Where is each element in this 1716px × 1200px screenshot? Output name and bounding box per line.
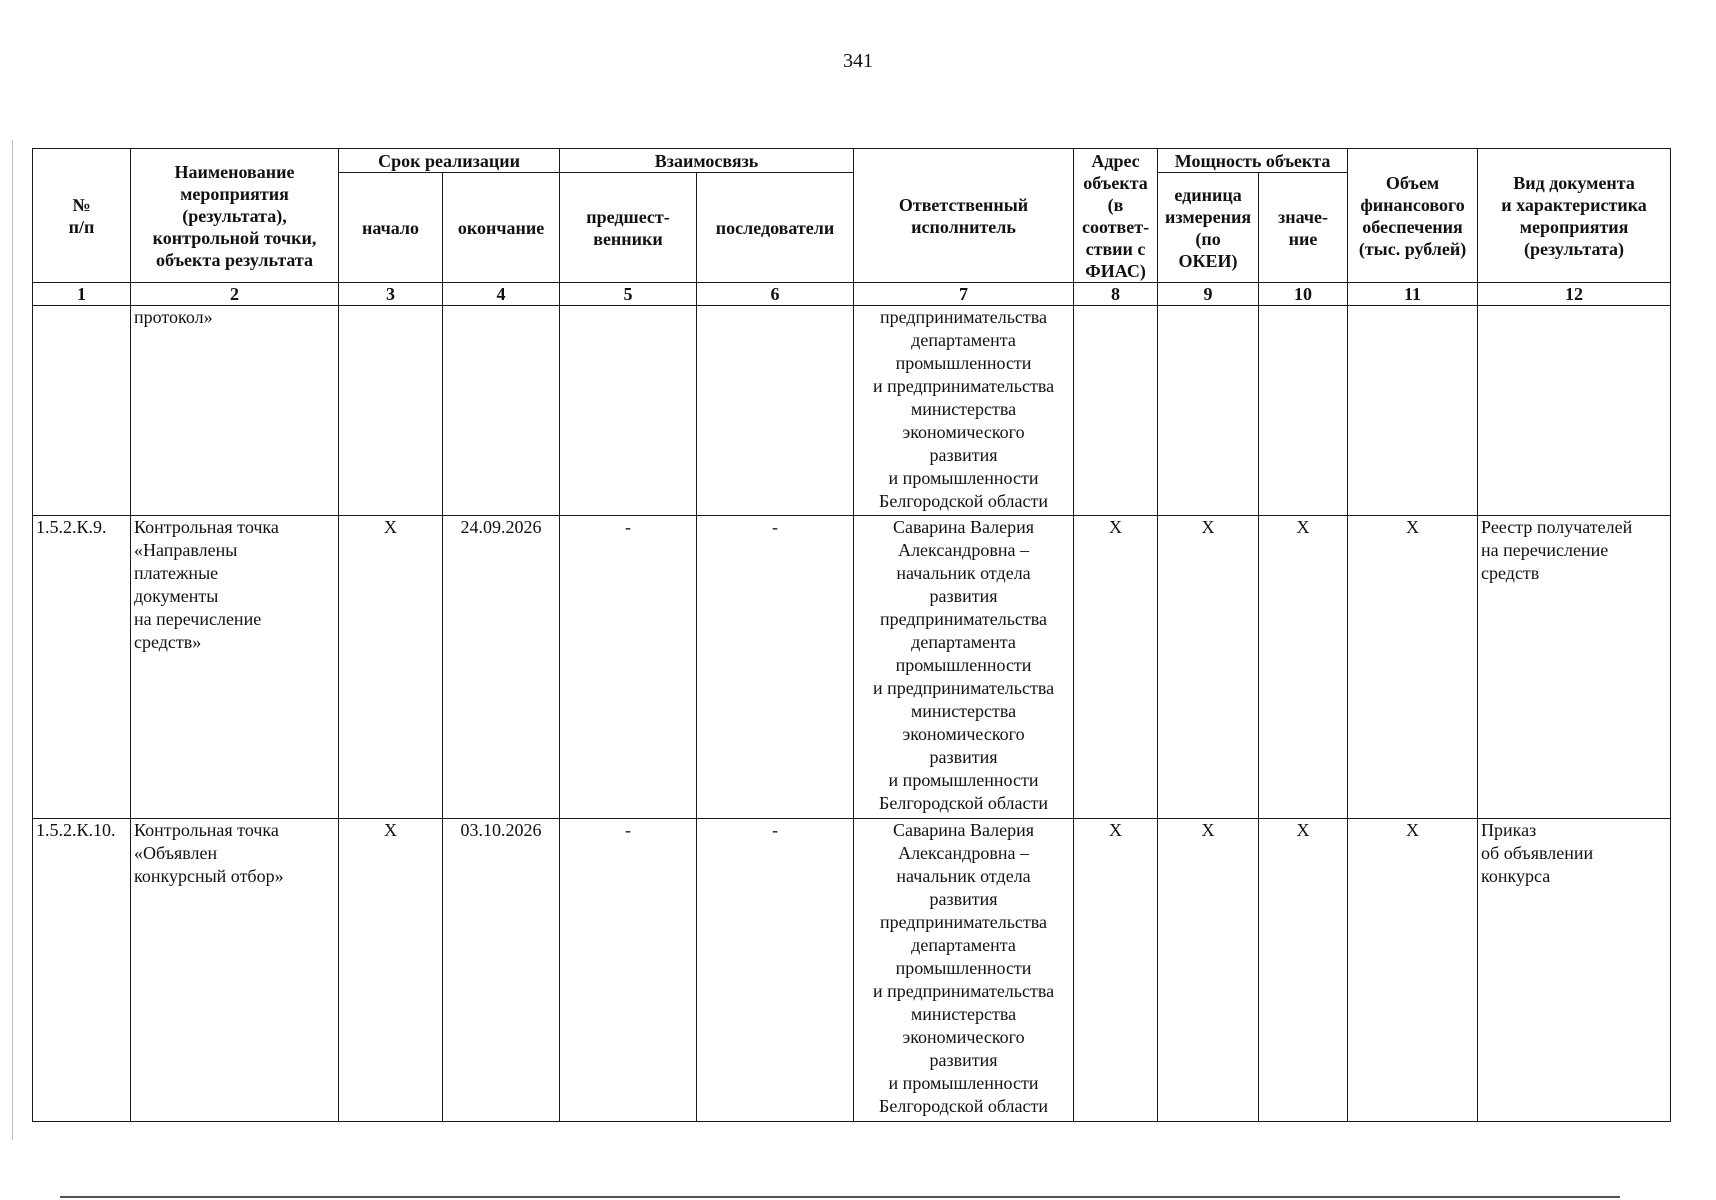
cell-finance: Х: [1348, 516, 1478, 819]
cell-end: 03.10.2026: [443, 819, 560, 1122]
cell-end: 24.09.2026: [443, 516, 560, 819]
cell-end: [443, 306, 560, 516]
cell-name: Контрольная точка «Объявлен конкурсный отбор»: [131, 819, 339, 1122]
column-number: 3: [339, 283, 443, 306]
header-end: окончание: [443, 173, 560, 283]
column-number: 6: [697, 283, 854, 306]
header-doc: Вид документа и характеристика мероприятия (результата): [1478, 149, 1671, 283]
column-number: 1: [33, 283, 131, 306]
header-responsible: Ответственный исполнитель: [854, 149, 1074, 283]
cell-address: Х: [1074, 516, 1158, 819]
cell-successors: -: [697, 819, 854, 1122]
cell-unit: Х: [1158, 819, 1259, 1122]
header-value: значе- ние: [1259, 173, 1348, 283]
cell-num: 1.5.2.К.9.: [33, 516, 131, 819]
column-number: 7: [854, 283, 1074, 306]
scan-bottom-line: [60, 1196, 1620, 1198]
header-relation: Взаимосвязь: [560, 149, 854, 173]
cell-responsible: Саварина Валерия Александровна – начальник отдела развития предпринимательства департамента промышленности и предпринимательства министерства экономического развития и промышленности Белгородской области: [854, 516, 1074, 819]
cell-value: Х: [1259, 516, 1348, 819]
cell-successors: -: [697, 516, 854, 819]
cell-start: Х: [339, 516, 443, 819]
cell-predecessors: -: [560, 516, 697, 819]
cell-finance: Х: [1348, 819, 1478, 1122]
header-unit: единица измерения (по ОКЕИ): [1158, 173, 1259, 283]
header-num: № п/п: [33, 149, 131, 283]
header-address: Адрес объекта (в соответ- ствии с ФИАС): [1074, 149, 1158, 283]
cell-doc: Реестр получателей на перечисление средств: [1478, 516, 1671, 819]
column-number: 4: [443, 283, 560, 306]
table-row: [33, 306, 1671, 516]
column-number: 9: [1158, 283, 1259, 306]
cell-unit: Х: [1158, 516, 1259, 819]
cell-name: Контрольная точка «Направлены платежные документы на перечисление средств»: [131, 516, 339, 819]
cell-value: Х: [1259, 819, 1348, 1122]
table-row: [33, 516, 1671, 819]
column-number-row: [33, 283, 1671, 306]
column-number: 5: [560, 283, 697, 306]
cell-responsible: Саварина Валерия Александровна – начальник отдела развития предпринимательства департамента промышленности и предпринимательства министерства экономического развития и промышленности Белгородской области: [854, 819, 1074, 1122]
table-row: [33, 819, 1671, 1122]
cell-num: [33, 306, 131, 516]
column-number: 2: [131, 283, 339, 306]
header-capacity: Мощность объекта: [1158, 149, 1348, 173]
plan-table: [32, 148, 1671, 1122]
cell-responsible: предпринимательства департамента промышленности и предпринимательства министерства экономического развития и промышленности Белгородской области: [854, 306, 1074, 516]
column-number: 10: [1259, 283, 1348, 306]
cell-num: 1.5.2.К.10.: [33, 819, 131, 1122]
cell-start: Х: [339, 819, 443, 1122]
cell-predecessors: -: [560, 819, 697, 1122]
cell-finance: [1348, 306, 1478, 516]
page-number: 341: [843, 50, 873, 72]
cell-doc: [1478, 306, 1671, 516]
cell-value: [1259, 306, 1348, 516]
cell-start: [339, 306, 443, 516]
header-name: Наименование мероприятия (результата), контрольной точки, объекта результата: [131, 149, 339, 283]
cell-unit: [1158, 306, 1259, 516]
header-predecessors: предшест- венники: [560, 173, 697, 283]
cell-doc: Приказ об объявлении конкурса: [1478, 819, 1671, 1122]
header-successors: последователи: [697, 173, 854, 283]
cell-name: протокол»: [131, 306, 339, 516]
cell-successors: [697, 306, 854, 516]
cell-predecessors: [560, 306, 697, 516]
column-number: 11: [1348, 283, 1478, 306]
column-number: 12: [1478, 283, 1671, 306]
header-finance: Объем финансового обеспечения (тыс. рублей): [1348, 149, 1478, 283]
cell-address: [1074, 306, 1158, 516]
header-start: начало: [339, 173, 443, 283]
column-number: 8: [1074, 283, 1158, 306]
cell-address: Х: [1074, 819, 1158, 1122]
scan-edge-line: [12, 140, 13, 1140]
header-period: Срок реализации: [339, 149, 560, 173]
table-header: [33, 149, 1671, 283]
